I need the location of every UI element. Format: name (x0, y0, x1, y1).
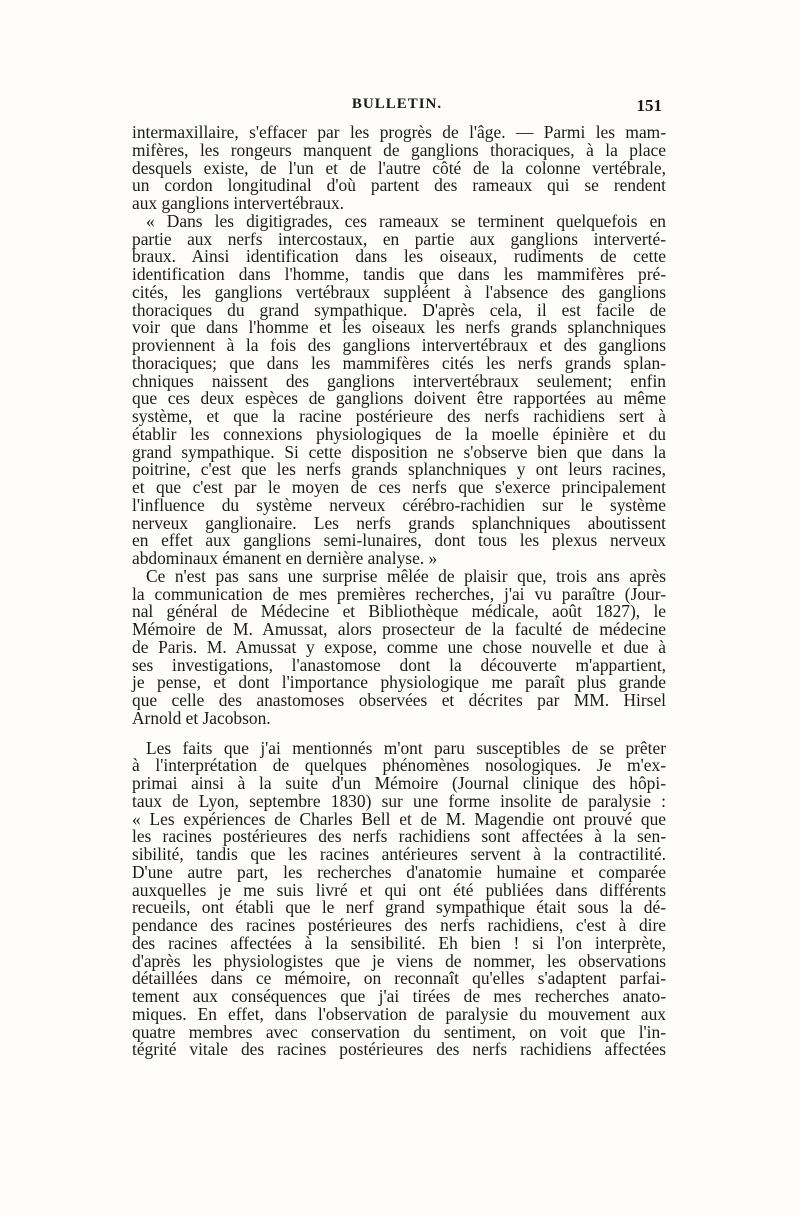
text-line: Arnold et Jacobson. (132, 707, 271, 728)
text-line: aux ganglions intervertébraux. (132, 193, 344, 213)
text-line: nerveux ganglionaire. Les nerfs grands splanchniques aboutissent (132, 512, 666, 533)
text-line: braux. Ainsi identification dans les oiseaux, rudiments de cette (132, 246, 666, 267)
text-line: d'après les physiologistes que je viens de nommer, les observations (132, 950, 666, 971)
text-line: l'influence du système nerveux cérébro-rachidien sur le système (132, 494, 666, 515)
text-line: nal général de Médecine et Bibliothèque médicale, août 1827), le (132, 601, 666, 622)
body-text (132, 124, 666, 1059)
running-head (132, 96, 662, 120)
text-line: un cordon longitudinal d'où partent des rameaux qui se rendent (132, 175, 666, 196)
paragraph-3 (132, 565, 666, 728)
text-line: cités, les ganglions vertébraux suppléent à l'absence des ganglions (132, 281, 666, 302)
text-line: sibilité, tandis que les racines antérieures servent à la contractilité. (132, 844, 666, 864)
text-line: intermaxillaire, s'effacer par les progrès de l'âge. — Parmi les mam- (132, 122, 666, 142)
text-line: que ces deux espèces de ganglions doivent être rapportées au même (132, 388, 666, 409)
text-line: tement aux conséquences que j'ai tirées de mes recherches anato- (132, 986, 666, 1006)
text-line: des racines affectées à la sensibilité. Eh bien ! si l'on interprète, (132, 932, 666, 953)
text-line: « Dans les digitigrades, ces rameaux se terminent quelquefois en (146, 210, 666, 231)
text-line: « Les expériences de Charles Bell et de M. Magendie ont prouvé que (132, 808, 666, 829)
text-line: que celle des anastomoses observées et décrites par MM. Hirsel (132, 690, 666, 710)
text-line: détaillées dans ce mémoire, on reconnaît qu'elles s'adaptent parfai- (132, 968, 666, 989)
text-line: recueils, ont établi que le nerf grand sympathique était sous la dé- (132, 897, 666, 918)
text-line: primai ainsi à la suite d'un Mémoire (Journal clinique des hôpi- (132, 773, 666, 793)
text-line: tégrité vitale des racines postérieures des nerfs rachidiens affectées (132, 1039, 666, 1060)
text-line: abdominaux émanent en dernière analyse. » (132, 548, 438, 568)
text-line: chniques naissent des ganglions intervertébraux seulement; enfin (132, 370, 666, 391)
text-line: quatre membres avec conservation du sentiment, on voit que l'in- (132, 1021, 666, 1042)
text-line: pendance des racines postérieures des nerfs rachidiens, c'est à dire (132, 915, 666, 935)
text-line: Mémoire de M. Amussat, alors prosecteur de la faculté de médecine (132, 619, 666, 639)
text-line: proviennent à la fois des ganglions intervertébraux et des ganglions (132, 335, 666, 355)
text-line: en effet aux ganglions semi-lunaires, dont tous les plexus nerveux (132, 530, 666, 551)
text-line: auxquelles je me suis livré et qui ont été publiées dans différents (132, 879, 666, 900)
text-line: taux de Lyon, septembre 1830) sur une forme insolite de paralysie : (132, 790, 666, 811)
page-number: 151 (636, 96, 662, 115)
text-line: établir les connexions physiologiques de la moelle épinière et du (132, 423, 666, 444)
text-line: système, et que la racine postérieure des nerfs rachidiens sert à (132, 406, 666, 426)
text-line: la communication de mes premières recherches, j'ai vu paraître (Jour- (132, 583, 666, 604)
paragraph-4 (132, 737, 666, 1060)
text-line: je pense, et dont l'importance physiologique me paraît plus grande (132, 672, 666, 693)
text-line: poitrine, c'est que les nerfs grands splanchniques y ont leurs racines, (132, 459, 666, 480)
text-line: D'une autre part, les recherches d'anatomie humaine et comparée (132, 861, 666, 882)
running-title: BULLETIN. (351, 96, 443, 112)
text-line: de Paris. M. Amussat y expose, comme une chose nouvelle et due à (132, 636, 666, 657)
text-line: Ce n'est pas sans une surprise mêlée de plaisir que, trois ans après (146, 565, 666, 586)
text-line: thoraciques; que dans les mammifères cités les nerfs grands splan- (132, 352, 666, 373)
text-line: ses investigations, l'anastomose dont la découverte m'appartient, (132, 654, 666, 675)
text-line: thoraciques du grand sympathique. D'après cela, il est facile de (132, 299, 666, 320)
text-line: desquels existe, de l'un et de l'autre côté de la colonne vertébrale, (132, 157, 666, 178)
text-line: et que c'est par le moyen de ces nerfs que s'exerce principalement (132, 477, 666, 497)
text-line: à l'interprétation de quelques phénomènes nosologiques. Je m'ex- (132, 755, 666, 776)
text-line: mifères, les rongeurs manquent de ganglions thoraciques, à la place (132, 139, 666, 160)
text-line: partie aux nerfs intercostaux, en partie aux ganglions interverté- (132, 228, 666, 249)
text-line: voir que dans l'homme et les oiseaux les nerfs grands splanchniques (132, 317, 666, 338)
text-line: miques. En effet, dans l'observation de paralysie du mouvement aux (132, 1003, 666, 1024)
text-line: les racines postérieures des nerfs rachidiens sont affectées à la sen- (132, 826, 666, 847)
text-line: identification dans l'homme, tandis que dans les mammifères pré- (132, 264, 666, 284)
text-line: Les faits que j'ai mentionnés m'ont paru susceptibles de se prêter (146, 737, 666, 758)
paragraph-1 (132, 124, 666, 213)
text-line: grand sympathique. Si cette disposition ne s'observe bien que dans la (132, 441, 666, 462)
paragraph-2 (132, 210, 666, 568)
